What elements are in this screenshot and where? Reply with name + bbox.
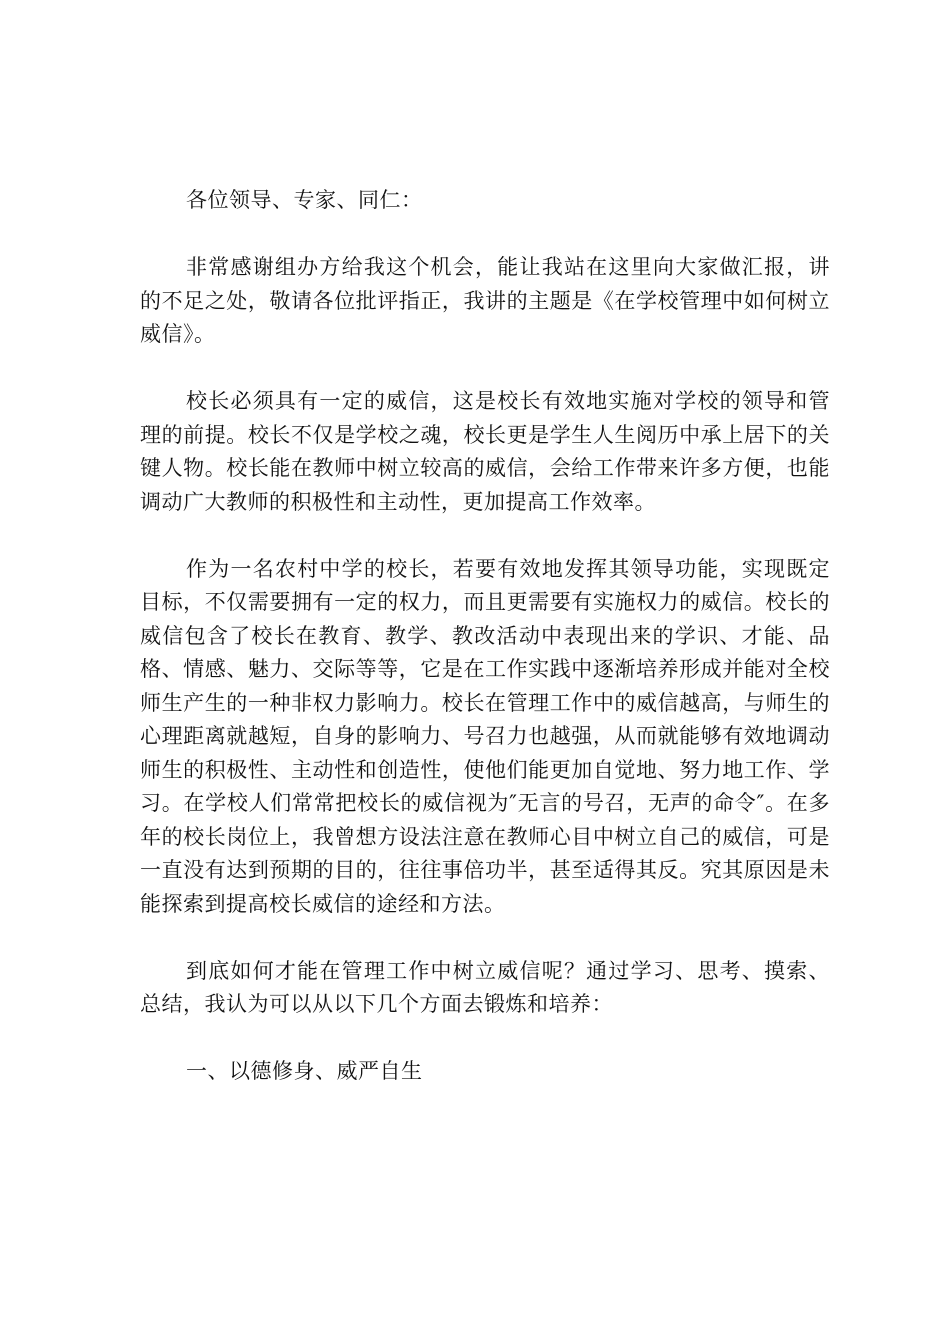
salutation: 各位领导、专家、同仁： <box>186 188 423 212</box>
section-heading: 一、以德修身、威严自生 <box>186 1059 423 1083</box>
paragraph-background: 作为一名农村中学的校长，若要有效地发挥其领导功能，实现既定目标，不仅需要拥有一定的权力，而且更需要有实施权力的威信。校长的威信包含了校长在教育、教学、教改活动中表现出来的学识、才能、品格、情感、魅力、交际等等，它是在工作实践中逐渐培养形成并能对全校师生产生的一种非权力影响力。校长在管理工作中的威信越高，与师生的心理距离就越短，自身的影响力、号召力也越强，从而就能够有效地调动师生的积极性、主动性和创造性，使他们能更加自觉地、努力地工作、学习。在学校人们常常把校长的威信视为″无言的号召，无声的命令″。在多年的校长岗位上，我曾想方设法注意在教师心目中树立自己的威信，可是一直没有达到预期的目的，往往事倍功半，甚至适得其反。究其原因是未能探索到提高校长威信的途经和方法。 <box>140 556 830 916</box>
document-body <box>140 184 830 1122</box>
paragraph-question: 到底如何才能在管理工作中树立威信呢？通过学习、思考、摸索、总结，我认为可以从以下几个方面去锻炼和培养： <box>140 958 830 1016</box>
paragraph-importance: 校长必须具有一定的威信，这是校长有效地实施对学校的领导和管理的前提。校长不仅是学校之魂，校长更是学生人生阅历中承上居下的关键人物。校长能在教师中树立较高的威信，会给工作带来许多方便，也能调动广大教师的积极性和主动性，更加提高工作效率。 <box>140 389 830 514</box>
paragraph-opening: 非常感谢组办方给我这个机会，能让我站在这里向大家做汇报，讲的不足之处，敬请各位批评指正，我讲的主题是《在学校管理中如何树立威信》。 <box>140 255 830 346</box>
